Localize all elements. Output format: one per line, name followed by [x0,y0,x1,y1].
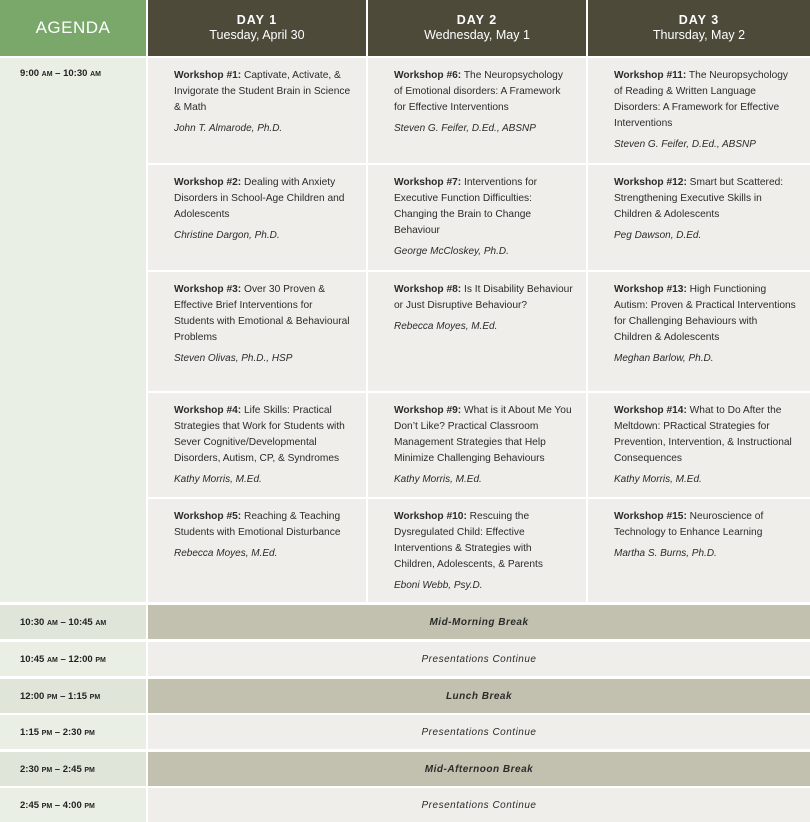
workshop-speaker: Martha S. Burns, Ph.D. [614,548,717,559]
time-cell-morning [0,58,146,602]
workshop-cell [588,165,810,270]
time-label-morning: 9:00 AM – 10:30 AM [20,68,101,79]
workshop-number: Workshop #1: [174,70,242,81]
workshop-speaker: Eboni Webb, Psy.D. [394,580,483,591]
workshop-number: Workshop #5: [174,511,242,522]
workshop-title [174,175,354,223]
workshop-title-text: Captivate, Activate, & Invigorate the Student Brain in Science & Math [174,70,351,113]
workshop-title-text: Smart but Scattered: Strengthening Executive Skills in Children & Adolescents [614,177,784,220]
break-row: Mid-Afternoon Break [148,752,810,786]
day-2-date: Wednesday, May 1 [424,28,530,42]
time-cell [0,679,146,713]
workshop-speaker: Rebecca Moyes, M.Ed. [174,548,278,559]
workshop-title [174,68,354,116]
workshop-number: Workshop #6: [394,70,462,81]
workshop-cell [588,272,810,391]
workshop-title [174,403,354,467]
workshop-cell [368,393,586,497]
day-3-date: Thursday, May 2 [652,28,746,42]
workshop-title [174,282,354,346]
workshop-title [394,403,574,467]
workshop-speaker: Steven Olivas, Ph.D., HSP [174,353,293,364]
workshop-title-text: High Functioning Autism: Proven & Practical Interventions for Challenging Behaviours with Children & Adolescents [614,284,796,343]
workshop-number: Workshop #12: [614,177,687,188]
workshop-cell [148,272,366,391]
time-cell [0,605,146,639]
workshop-title [614,403,798,467]
workshop-speaker: Kathy Morris, M.Ed. [174,474,262,485]
workshop-title-text: Dealing with Anxiety Disorders in School-Age Children and Adolescents [174,177,345,220]
day-1-label: DAY 1 [236,13,278,27]
workshop-title-text: Life Skills: Practical Strategies that Work for Students with Sever Cognitive/Developmental Disorders, Autism, CP, & Syndromes [174,405,345,464]
workshop-number: Workshop #8: [394,284,462,295]
workshop-title-text: What is it About Me You Don’t Like? Practical Classroom Management Strategies that Help Minimize Challenging Behaviours [394,405,572,464]
workshop-speaker: Steven G. Feifer, D.Ed., ABSNP [614,139,756,150]
workshop-speaker: Kathy Morris, M.Ed. [394,474,482,485]
workshop-cell [148,165,366,270]
time-cell [0,642,146,676]
workshop-number: Workshop #15: [614,511,687,522]
workshop-speaker: Peg Dawson, D.Ed. [614,230,702,241]
time-label: 10:30 AM – 10:45 AM [20,617,107,628]
workshop-number: Workshop #2: [174,177,242,188]
workshop-speaker: Christine Dargon, Ph.D. [174,230,280,241]
workshop-number: Workshop #13: [614,284,687,295]
workshop-cell [148,499,366,602]
continue-row: Presentations Continue [148,715,810,749]
break-row: Lunch Break [148,679,810,713]
workshop-title-text: What to Do After the Meltdown: PRactical Strategies for Prevention, Intervention, & Instructional Consequences [614,405,792,464]
workshop-speaker: George McCloskey, Ph.D. [394,246,509,257]
workshop-cell [588,58,810,163]
workshop-title-text: Neuroscience of Technology to Enhance Learning [614,511,764,538]
workshop-title [394,509,574,573]
day-1-header [148,0,366,56]
continue-row: Presentations Continue [148,788,810,822]
day-3-header [588,0,810,56]
workshop-title-text: Rescuing the Dysregulated Child: Effective Interventions & Strategies with Children, Adolescents, & Parents [394,511,543,570]
workshop-title [394,68,574,116]
workshop-number: Workshop #11: [614,70,687,81]
time-label: 2:30 PM – 2:45 PM [20,764,95,775]
workshop-title [394,175,574,239]
workshop-number: Workshop #10: [394,511,467,522]
workshop-speaker: Kathy Morris, M.Ed. [614,474,702,485]
workshop-number: Workshop #3: [174,284,242,295]
workshop-title [614,282,798,346]
workshop-title-text: Interventions for Executive Function Difficulties: Changing the Brain to Change Behaviour [394,177,538,236]
workshop-cell [148,58,366,163]
workshop-number: Workshop #14: [614,405,687,416]
workshop-cell [368,165,586,270]
workshop-title-text: Over 30 Proven & Effective Brief Interventions for Students with Emotional & Behavioural Problems [174,284,350,343]
time-label: 10:45 AM – 12:00 PM [20,654,106,665]
day-2-header [368,0,586,56]
workshop-speaker: Rebecca Moyes, M.Ed. [394,321,498,332]
break-row: Mid-Morning Break [148,605,810,639]
day-1-date: Tuesday, April 30 [209,28,305,42]
workshop-cell [368,272,586,391]
continue-row: Presentations Continue [148,642,810,676]
workshop-number: Workshop #4: [174,405,242,416]
workshop-speaker: John T. Almarode, Ph.D. [174,123,283,134]
workshop-title-text: The Neuropsychology of Reading & Written Language Disorders: A Framework for Effective Interventions [614,70,789,129]
time-cell [0,715,146,749]
workshop-number: Workshop #7: [394,177,462,188]
time-cell [0,752,146,786]
workshop-cell [368,58,586,163]
workshop-cell [588,499,810,602]
time-label: 1:15 PM – 2:30 PM [20,727,95,738]
workshop-title-text: Reaching & Teaching Students with Emotional Disturbance [174,511,341,538]
time-cell [0,788,146,822]
workshop-title [394,282,574,314]
workshop-cell [588,393,810,497]
workshop-speaker: Meghan Barlow, Ph.D. [614,353,714,364]
workshop-title [174,509,354,541]
agenda-header: AGENDA [0,0,146,56]
workshop-title [614,509,798,541]
workshop-title [614,68,798,132]
workshop-speaker: Steven G. Feifer, D.Ed., ABSNP [394,123,536,134]
day-2-label: DAY 2 [456,13,498,27]
day-3-label: DAY 3 [678,13,720,27]
workshop-title-text: The Neuropsychology of Emotional disorders: A Framework for Effective Interventions [394,70,563,113]
workshop-title [614,175,798,223]
workshop-cell [148,393,366,497]
time-label: 12:00 PM – 1:15 PM [20,691,101,702]
time-label: 2:45 PM – 4:00 PM [20,800,95,811]
workshop-title-text: Is It Disability Behaviour or Just Disruptive Behaviour? [394,284,573,311]
workshop-number: Workshop #9: [394,405,462,416]
workshop-cell [368,499,586,602]
